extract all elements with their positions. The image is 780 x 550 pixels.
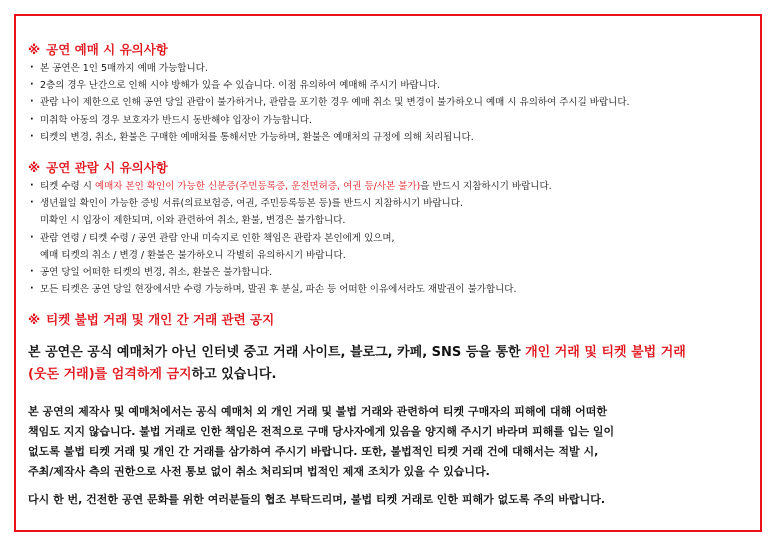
list-item: · 티켓 수령 시 예매자 본인 확인이 가능한 신분증(주민등록증, 운전면허증, 여권 등/사본 불가)을 반드시 지참하시기 바랍니다. — [28, 178, 758, 195]
viewing-notes-list — [28, 178, 758, 298]
section-title-illegal-trade: ※ 티켓 불법 거래 및 개인 간 거래 관련 공지 — [28, 312, 275, 328]
list-item: · 관람 연령 / 티켓 수령 / 공연 관람 안내 미숙지로 인한 책임은 관람자 본인에게 있으며, 예매 티켓의 취소 / 변경 / 환불은 불가하오니 각별히 유의하시기 바랍니다. — [28, 230, 758, 264]
reference-mark: ※ — [28, 42, 41, 57]
list-item: · 미취학 아동의 경우 보호자가 반드시 동반해야 입장이 가능합니다. — [28, 112, 758, 129]
section-title-booking: ※ 공연 예매 시 유의사항 — [28, 42, 168, 57]
notice-content — [28, 42, 758, 510]
closing-paragraph: 다시 한 번, 건전한 공연 문화를 위한 여러분들의 협조 부탁드리며, 불법 티켓 거래로 인한 피해가 없도록 주의 바랍니다. — [28, 493, 606, 507]
list-item: · 본 공연은 1인 5매까지 예매 가능합니다. — [28, 60, 758, 77]
list-item: · 공연 당일 어떠한 티켓의 변경, 취소, 환불은 불가합니다. — [28, 264, 758, 281]
id-requirement-highlight: 예매자 본인 확인이 가능한 신분증(주민등록증, 운전면허증, 여권 등/사본 불가) — [94, 181, 421, 193]
list-item: · 생년월일 확인이 가능한 증빙 서류(의료보험증, 여권, 주민등록등본 등)를 반드시 지참하시기 바랍니다. 미확인 시 입장이 제한되며, 이와 관련하여 취소, 환불, 변경은 불가합니다. — [28, 195, 758, 229]
booking-notes-list — [28, 60, 758, 146]
section-title-viewing: ※ 공연 관람 시 유의사항 — [28, 160, 168, 176]
reference-mark: ※ — [28, 312, 41, 328]
reference-mark: ※ — [28, 160, 41, 176]
list-item: · 관람 나이 제한으로 인해 공연 당일 관람이 불가하거나, 관람을 포기한 경우 예매 취소 및 변경이 불가하오니 예매 시 유의하여 주시길 바랍니다. — [28, 94, 758, 111]
list-item: · 모든 티켓은 공연 당일 현장에서만 수령 가능하며, 발권 후 분실, 파손 등 어떠한 이유에서라도 재발권이 불가합니다. — [28, 281, 758, 298]
illegal-trade-lead: 본 공연은 공식 예매처가 아닌 인터넷 중고 거래 사이트, 블로그, 카페, SNS 등을 통한 개인 거래 및 티켓 불법 거래 (웃돈 거래)를 엄격하게 금지하고 있습니다. — [28, 345, 686, 383]
list-item: · 티켓의 변경, 취소, 환불은 구매한 예매처를 통해서만 가능하며, 환불은 예매처의 규정에 의해 처리됩니다. — [28, 129, 758, 146]
list-item: · 2층의 경우 난간으로 인해 시야 방해가 있을 수 있습니다. 이점 유의하여 예매해 주시기 바랍니다. — [28, 77, 758, 94]
liability-paragraph: 본 공연의 제작사 및 예매처에서는 공식 예매처 외 개인 거래 및 불법 거래와 관련하여 티켓 구매자의 피해에 대해 어떠한 책임도 지지 않습니다. 불법 거래로 인한 책임은 전적으로 구매 당사자에게 있음을 양지해 주시기 바라며 피해를 입는 일이 없도록 불법 티켓 거래 및 개인 간 거래를 삼가하여 주시기 바랍니다. 또한, 불법적인 티켓 거래 건에 대해서는 적발 시, 주최/제작사 측의 권한으로 사전 통보 없이 취소 처리되며 법적인 제재 조치가 있을 수 있습니다. — [28, 405, 615, 479]
